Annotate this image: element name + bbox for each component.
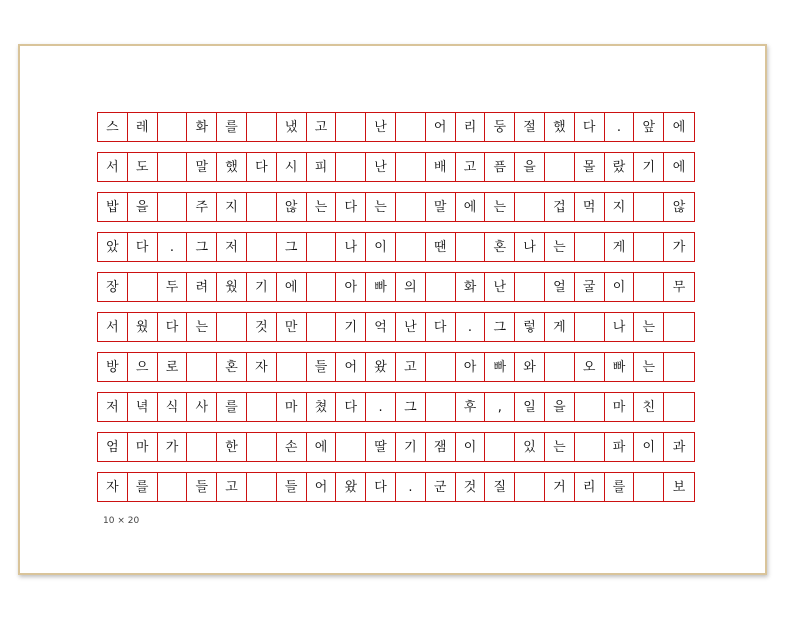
grid-cell: 그 xyxy=(277,233,307,261)
grid-cell: 다 xyxy=(366,473,396,501)
grid-cell: , xyxy=(485,393,515,421)
grid-cell: 지 xyxy=(217,193,247,221)
grid-cell: 기 xyxy=(634,153,664,181)
grid-row xyxy=(97,112,695,142)
grid-cell: 했 xyxy=(217,153,247,181)
grid-cell: 빠 xyxy=(605,353,635,381)
grid-cell: 다 xyxy=(336,193,366,221)
grid-cell: 를 xyxy=(217,393,247,421)
grid-cell xyxy=(545,353,575,381)
grid-cell: 절 xyxy=(515,113,545,141)
grid-cell xyxy=(247,193,277,221)
grid-cell xyxy=(634,193,664,221)
grid-cell: 리 xyxy=(575,473,605,501)
grid-cell: 쳤 xyxy=(307,393,337,421)
grid-cell: 에 xyxy=(456,193,486,221)
grid-cell: 몰 xyxy=(575,153,605,181)
grid-cell xyxy=(515,473,545,501)
grid-cell: 는 xyxy=(634,313,664,341)
grid-cell: 겁 xyxy=(545,193,575,221)
grid-cell: 에 xyxy=(672,159,686,175)
grid-cell xyxy=(396,193,426,221)
grid-cell: 는 xyxy=(307,193,337,221)
grid-cell: 얼 xyxy=(545,273,575,301)
grid-cell: 것 xyxy=(456,473,486,501)
grid-cell: 거 xyxy=(545,473,575,501)
grid-cell: 고 xyxy=(456,153,486,181)
grid-cell: 먹 xyxy=(575,193,605,221)
grid-cell xyxy=(545,153,575,181)
grid-cell: 가 xyxy=(158,433,188,461)
grid-cell: 서 xyxy=(98,153,128,181)
grid-cell xyxy=(307,273,337,301)
grid-cell xyxy=(634,233,664,261)
grid-cell: 을 xyxy=(545,393,575,421)
grid-cell xyxy=(664,313,694,341)
grid-cell: 나 xyxy=(515,233,545,261)
grid-cell xyxy=(634,473,664,501)
grid-cell: 기 xyxy=(396,433,426,461)
grid-cell: 화 xyxy=(187,113,217,141)
grid-cell: . xyxy=(158,233,188,261)
grid-cell: 다 xyxy=(426,313,456,341)
grid-cell: 와 xyxy=(515,353,545,381)
grid-cell: 않 xyxy=(672,199,686,215)
grid-cell xyxy=(426,273,456,301)
grid-cell: 냈 xyxy=(277,113,307,141)
grid-cell: 나 xyxy=(605,313,635,341)
grid-cell xyxy=(336,433,366,461)
grid-cell: 혼 xyxy=(485,233,515,261)
grid-cell xyxy=(158,193,188,221)
grid-cell xyxy=(396,113,426,141)
grid-cell: 저 xyxy=(98,393,128,421)
grid-cell: 자 xyxy=(247,353,277,381)
grid-cell: 억 xyxy=(366,313,396,341)
grid-row xyxy=(97,392,695,422)
grid-cell: 들 xyxy=(187,473,217,501)
grid-cell xyxy=(575,433,605,461)
grid-cell: 서 xyxy=(98,313,128,341)
grid-cell: 화 xyxy=(456,273,486,301)
grid-cell: 방 xyxy=(98,353,128,381)
grid-cell: 고 xyxy=(396,353,426,381)
grid-cell: 들 xyxy=(277,473,307,501)
grid-cell: 고 xyxy=(217,473,247,501)
grid-cell xyxy=(336,113,366,141)
grid-cell: 말 xyxy=(426,193,456,221)
grid-cell: 지 xyxy=(605,193,635,221)
grid-cell: 가 xyxy=(672,239,686,255)
grid-cell: 의 xyxy=(396,273,426,301)
grid-cell: 녁 xyxy=(128,393,158,421)
grid-cell xyxy=(515,193,545,221)
grid-cell: 딸 xyxy=(366,433,396,461)
grid-cell: . xyxy=(366,393,396,421)
grid-cell xyxy=(515,273,545,301)
grid-cell: 다 xyxy=(247,153,277,181)
grid-cell: 군 xyxy=(426,473,456,501)
grid-cell xyxy=(247,113,277,141)
grid-cell: 어 xyxy=(307,473,337,501)
grid-cell xyxy=(277,353,307,381)
grid-cell: 굴 xyxy=(575,273,605,301)
grid-cell: 손 xyxy=(277,433,307,461)
grid-cell: 아 xyxy=(336,273,366,301)
grid-cell: 한 xyxy=(217,433,247,461)
grid-row xyxy=(97,232,695,262)
grid-cell xyxy=(158,473,188,501)
grid-cell: 려 xyxy=(187,273,217,301)
grid-cell: 장 xyxy=(98,273,128,301)
grid-cell: 친 xyxy=(634,393,664,421)
grid-cell: 으 xyxy=(128,353,158,381)
grid-cell xyxy=(247,473,277,501)
grid-cell: 를 xyxy=(217,113,247,141)
grid-cell: 다 xyxy=(128,233,158,261)
grid-cell: 로 xyxy=(158,353,188,381)
grid-cell: 것 xyxy=(247,313,277,341)
grid-cell: 오 xyxy=(575,353,605,381)
grid-cell: 난 xyxy=(485,273,515,301)
grid-cell: 는 xyxy=(485,193,515,221)
grid-cell: 이 xyxy=(605,273,635,301)
grid-cell: 그 xyxy=(396,393,426,421)
grid-cell: 파 xyxy=(605,433,635,461)
grid-cell xyxy=(396,153,426,181)
grid-cell: . xyxy=(605,113,635,141)
grid-cell: 다 xyxy=(336,393,366,421)
grid-cell: 를 xyxy=(605,473,635,501)
grid-cell xyxy=(336,153,366,181)
grid-cell xyxy=(307,313,337,341)
grid-cell xyxy=(128,273,158,301)
grid-cell: 저 xyxy=(217,233,247,261)
grid-cell xyxy=(247,233,277,261)
grid-cell: 난 xyxy=(366,153,396,181)
grid-cell: 이 xyxy=(366,233,396,261)
grid-cell: 앞 xyxy=(634,113,664,141)
grid-cell: 기 xyxy=(247,273,277,301)
grid-cell: 잼 xyxy=(426,433,456,461)
grid-cell: 기 xyxy=(336,313,366,341)
grid-cell: 는 xyxy=(366,193,396,221)
grid-cell xyxy=(664,353,694,381)
grid-cell: 에 xyxy=(277,273,307,301)
grid-cell xyxy=(426,353,456,381)
grid-row xyxy=(97,432,695,462)
grid-cell xyxy=(247,393,277,421)
grid-cell: 피 xyxy=(307,153,337,181)
grid-cell: 을 xyxy=(128,193,158,221)
grid-cell: . xyxy=(396,473,426,501)
grid-cell: 았 xyxy=(98,233,128,261)
grid-cell: 도 xyxy=(128,153,158,181)
grid-cell xyxy=(247,433,277,461)
grid-cell: . xyxy=(456,313,486,341)
grid-cell xyxy=(158,113,188,141)
grid-cell: 과 xyxy=(672,439,686,455)
grid-cell xyxy=(634,273,664,301)
grid-cell: 는 xyxy=(545,433,575,461)
grid-cell: 후 xyxy=(456,393,486,421)
grid-cell: 픔 xyxy=(485,153,515,181)
grid-cell xyxy=(575,393,605,421)
grid-cell: 사 xyxy=(187,393,217,421)
grid-row xyxy=(97,472,695,502)
grid-cell: 웠 xyxy=(128,313,158,341)
grid-cell: 엄 xyxy=(98,433,128,461)
grid-cell: 다 xyxy=(158,313,188,341)
grid-cell: 는 xyxy=(634,353,664,381)
grid-row xyxy=(97,192,695,222)
grid-cell: 만 xyxy=(277,313,307,341)
grid-cell: 자 xyxy=(98,473,128,501)
grid-cell: 레 xyxy=(128,113,158,141)
grid-row xyxy=(97,352,695,382)
grid-size-caption: 10 × 20 xyxy=(103,516,140,526)
grid-cell: 게 xyxy=(545,313,575,341)
grid-cell: 난 xyxy=(396,313,426,341)
grid-row xyxy=(97,152,695,182)
grid-cell xyxy=(217,313,247,341)
grid-cell: 렇 xyxy=(515,313,545,341)
grid-cell: 했 xyxy=(545,113,575,141)
grid-cell: 둥 xyxy=(485,113,515,141)
grid-cell: 있 xyxy=(515,433,545,461)
grid-cell: 다 xyxy=(575,113,605,141)
grid-cell: 말 xyxy=(187,153,217,181)
grid-row xyxy=(97,272,695,302)
grid-cell: 질 xyxy=(485,473,515,501)
grid-cell xyxy=(575,233,605,261)
grid-cell: 혼 xyxy=(217,353,247,381)
grid-cell: 난 xyxy=(366,113,396,141)
grid-cell: 웠 xyxy=(217,273,247,301)
grid-cell xyxy=(575,313,605,341)
grid-cell: 고 xyxy=(307,113,337,141)
grid-cell: 이 xyxy=(634,433,664,461)
grid-cell: 을 xyxy=(515,153,545,181)
grid-cell: 리 xyxy=(456,113,486,141)
grid-cell: 주 xyxy=(187,193,217,221)
grid-cell: 배 xyxy=(426,153,456,181)
grid-cell xyxy=(307,233,337,261)
grid-cell xyxy=(187,433,217,461)
grid-cell: 땐 xyxy=(426,233,456,261)
grid-cell: 스 xyxy=(98,113,128,141)
grid-cell: 게 xyxy=(605,233,635,261)
grid-cell: 일 xyxy=(515,393,545,421)
grid-cell xyxy=(485,433,515,461)
grid-cell xyxy=(187,353,217,381)
grid-cell: 보 xyxy=(672,479,686,495)
grid-cell: 빠 xyxy=(366,273,396,301)
grid-cell xyxy=(158,153,188,181)
grid-cell: 식 xyxy=(158,393,188,421)
grid-row xyxy=(97,312,695,342)
grid-cell: 어 xyxy=(426,113,456,141)
grid-cell: 그 xyxy=(485,313,515,341)
grid-cell: 아 xyxy=(456,353,486,381)
grid-cell: 밥 xyxy=(98,193,128,221)
grid-cell: 는 xyxy=(187,313,217,341)
grid-cell xyxy=(456,233,486,261)
manuscript-grid xyxy=(97,112,695,512)
grid-cell: 어 xyxy=(336,353,366,381)
grid-cell: 들 xyxy=(307,353,337,381)
grid-cell: 랐 xyxy=(605,153,635,181)
grid-cell: 는 xyxy=(545,233,575,261)
grid-cell: 빠 xyxy=(485,353,515,381)
manuscript-paper xyxy=(18,44,767,575)
grid-cell xyxy=(664,393,694,421)
grid-cell xyxy=(396,233,426,261)
grid-cell: 않 xyxy=(277,193,307,221)
grid-cell: 그 xyxy=(187,233,217,261)
grid-cell: 마 xyxy=(605,393,635,421)
grid-cell: 에 xyxy=(672,119,686,135)
grid-cell: 왔 xyxy=(336,473,366,501)
grid-cell: 마 xyxy=(277,393,307,421)
grid-cell: 왔 xyxy=(366,353,396,381)
grid-cell: 이 xyxy=(456,433,486,461)
grid-cell: 에 xyxy=(307,433,337,461)
grid-cell xyxy=(426,393,456,421)
grid-cell: 마 xyxy=(128,433,158,461)
grid-cell: 시 xyxy=(277,153,307,181)
grid-cell: 를 xyxy=(128,473,158,501)
grid-cell: 두 xyxy=(158,273,188,301)
grid-cell: 나 xyxy=(336,233,366,261)
grid-cell: 무 xyxy=(672,279,686,295)
